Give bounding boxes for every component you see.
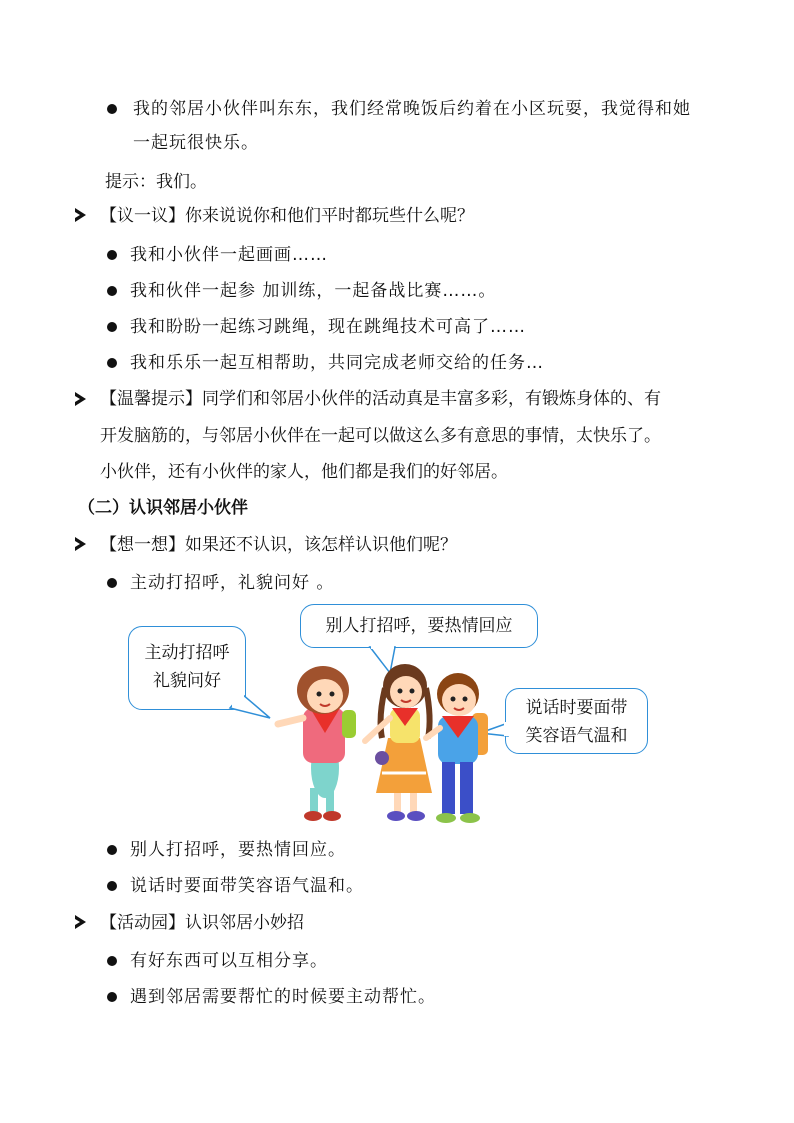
list-item: 主动打招呼，礼貌问好 。	[130, 573, 335, 593]
bullet-icon	[107, 992, 117, 1002]
girl-middle	[365, 664, 432, 821]
hint-text: 提示：我们。	[105, 172, 207, 192]
tip-line: 【温馨提示】同学们和邻居小伙伴的活动真是丰富多彩，有锻炼身体的、有	[100, 389, 661, 409]
bubble-text: 礼貌问好	[153, 671, 221, 691]
tip-line: 开发脑筋的，与邻居小伙伴在一起可以做这么多有意思的事情，太快乐了。	[100, 426, 661, 446]
boy-right	[426, 673, 488, 823]
list-item: 我和小伙伴一起画画……	[130, 245, 328, 265]
bullet-icon	[107, 881, 117, 891]
list-item: 别人打招呼，要热情回应。	[130, 840, 346, 860]
bubble-text: 主动打招呼	[144, 643, 230, 663]
activity-heading: 【活动园】认识邻居小妙招	[100, 913, 304, 933]
paragraph-line: 一起玩很快乐。	[133, 133, 259, 153]
list-item: 我和伙伴一起参 加训练，一起备战比赛……。	[130, 281, 497, 301]
bullet-icon	[107, 845, 117, 855]
children-illustration	[120, 598, 660, 833]
arrow-bullet-icon	[75, 208, 86, 222]
arrow-bullet-icon	[75, 537, 86, 551]
list-item: 有好东西可以互相分享。	[130, 951, 328, 971]
think-heading: 【想一想】如果还不认识，该怎样认识他们呢？	[100, 535, 457, 555]
discuss-heading: 【议一议】你来说说你和他们平时都玩些什么呢？	[100, 206, 474, 226]
arrow-bullet-icon	[75, 392, 86, 406]
bubble-text: 说话时要面带	[525, 698, 628, 718]
bullet-icon	[107, 286, 117, 296]
bubble-text: 笑容语气温和	[525, 726, 628, 746]
list-item: 说话时要面带笑容语气温和。	[130, 876, 364, 896]
bullet-icon	[107, 104, 117, 114]
paragraph-line: 我的邻居小伙伴叫东东，我们经常晚饭后约着在小区玩耍，我觉得和她	[133, 99, 691, 119]
list-item: 我和盼盼一起练习跳绳，现在跳绳技术可高了……	[130, 317, 526, 337]
bubble-text: 别人打招呼，要热情回应	[325, 616, 513, 636]
illustration	[120, 598, 660, 833]
bullet-icon	[107, 956, 117, 966]
bullet-icon	[107, 358, 117, 368]
bullet-icon	[107, 578, 117, 588]
bullet-icon	[107, 322, 117, 332]
bullet-icon	[107, 250, 117, 260]
arrow-bullet-icon	[75, 915, 86, 929]
girl-left	[278, 666, 356, 821]
tip-line: 小伙伴，还有小伙伴的家人，他们都是我们的好邻居。	[100, 462, 508, 482]
list-item: 遇到邻居需要帮忙的时候要主动帮忙。	[130, 987, 436, 1007]
section-title: （二）认识邻居小伙伴	[78, 498, 248, 518]
list-item: 我和乐乐一起互相帮助，共同完成老师交给的任务…	[130, 353, 544, 373]
